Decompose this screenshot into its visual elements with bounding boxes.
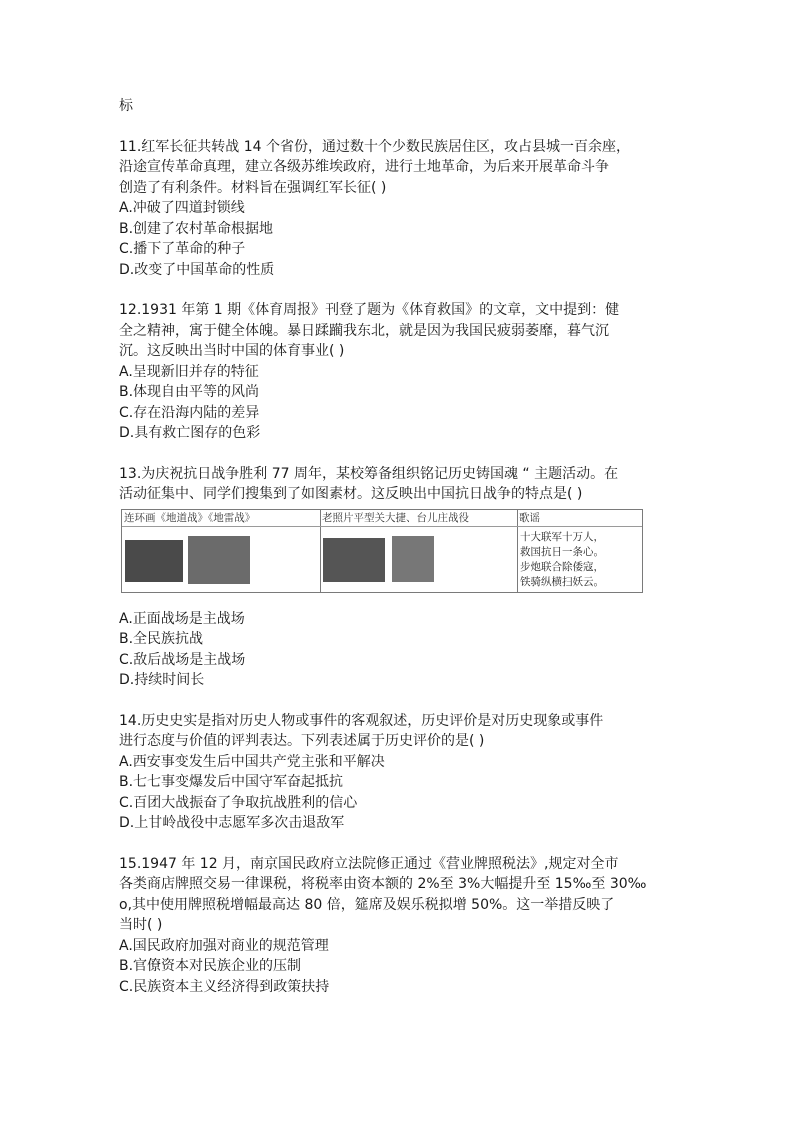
question-text-line: 13.为庆祝抗日战争胜利 77 周年，某校筹备组织铭记历史铸国魂 “ 主题活动。在 xyxy=(119,465,619,482)
question-11 xyxy=(119,137,699,281)
ballad-line: 铁骑纵横扫妖云。 xyxy=(520,575,604,588)
question-text-line: 12.1931 年第 1 期《体育周报》刊登了题为《体育救国》的文章，文中提到：健 xyxy=(119,302,620,318)
question-text-line: 沿途宣传革命真理，建立各级苏维埃政府，进行土地革命，为后来开展革命斗争 xyxy=(119,159,609,175)
option-a: A.国民政府加强对商业的规范管理 xyxy=(119,937,329,954)
page-fragment-text: 标 xyxy=(119,98,133,114)
question-text-line: 各类商店牌照交易一律课税，将税率由资本额的 2%至 3%大幅提升至 15‰至 30‰ xyxy=(119,876,647,892)
option-c: C.民族资本主义经济得到政策扶持 xyxy=(119,978,330,995)
comic-image-landmine-warfare xyxy=(188,536,250,584)
question-text-line: o,其中使用牌照税增幅最高达 80 倍，筵席及娱乐税拟增 50%。这一举措反映了 xyxy=(119,896,615,913)
question-12 xyxy=(119,300,699,444)
material-figure-table xyxy=(121,509,643,593)
option-a: A.西安事变发生后中国共产党主张和平解决 xyxy=(119,753,385,770)
exam-page xyxy=(119,96,699,1017)
option-b: B.体现自由平等的风尚 xyxy=(119,384,260,400)
question-text-line: 全之精神，寓于健全体魄。暴日蹂躏我东北，就是因为我国民疲弱萎靡，暮气沉 xyxy=(119,322,609,339)
option-a: A.呈现新旧并存的特征 xyxy=(119,363,259,380)
option-d: D.持续时间长 xyxy=(119,672,205,688)
option-d: D.具有救亡图存的色彩 xyxy=(119,425,261,441)
option-b: B.创建了农村革命根据地 xyxy=(119,220,274,237)
figure-column-comics xyxy=(122,510,321,592)
option-c: C.百团大战振奋了争取抗战胜利的信心 xyxy=(119,794,358,811)
question-15 xyxy=(119,854,699,998)
option-c: C.敌后战场是主战场 xyxy=(119,651,246,668)
option-a: A.冲破了四道封锁线 xyxy=(119,200,245,216)
figure-column-photos xyxy=(320,510,518,592)
question-text-line: 创造了有利条件。材料旨在强调红军长征( ) xyxy=(119,179,387,196)
question-13 xyxy=(119,464,699,691)
photo-taierzhuang xyxy=(392,536,434,582)
question-14 xyxy=(119,711,699,834)
photo-pingxingguan xyxy=(323,538,385,582)
ballad-line: 救国抗日一条心。 xyxy=(520,545,604,558)
question-text-line: 11.红军长征共转战 14 个省份，通过数十个少数民族居住区，攻占县城一百余座， xyxy=(119,138,630,155)
figure-header-ballad: 歌谣 xyxy=(517,510,642,527)
ballad-line: 十大联军十万人， xyxy=(520,530,604,543)
question-text-line: 沉。这反映出当时中国的体育事业( ) xyxy=(119,343,345,359)
comic-image-tunnel-warfare xyxy=(125,540,183,582)
question-text-line: 活动征集中、同学们搜集到了如图素材。这反映出中国抗日战争的特点是( ) xyxy=(119,486,583,502)
option-a: A.正面战场是主战场 xyxy=(119,610,245,627)
question-text-line: 当时( ) xyxy=(119,917,163,933)
option-c: C.播下了革命的种子 xyxy=(119,241,246,257)
option-b: B.全民族抗战 xyxy=(119,631,204,647)
ballad-line: 步炮联合除倭寇， xyxy=(520,560,604,573)
figure-header-photos: 老照片平型关大捷、台儿庄战役 xyxy=(320,510,517,527)
question-text-line: 15.1947 年 12 月，南京国民政府立法院修正通过《营业牌照税法》,规定对全市 xyxy=(119,855,619,872)
option-b: B.七七事变爆发后中国守军奋起抵抗 xyxy=(119,774,344,790)
option-b: B.官僚资本对民族企业的压制 xyxy=(119,958,302,974)
question-text-line: 14.历史史实是指对历史人物或事件的客观叙述，历史评价是对历史现象或事件 xyxy=(119,712,604,729)
option-d: D.上甘岭战役中志愿军多次击退敌军 xyxy=(119,815,345,831)
option-d: D.改变了中国革命的性质 xyxy=(119,261,275,278)
ballad-text xyxy=(520,530,604,590)
figure-header-comics: 连环画《地道战》《地雷战》 xyxy=(122,510,320,527)
question-text-line: 进行态度与价值的评判表达。下列表述属于历史评价的是( ) xyxy=(119,733,485,749)
option-c: C.存在沿海内陆的差异 xyxy=(119,404,260,421)
